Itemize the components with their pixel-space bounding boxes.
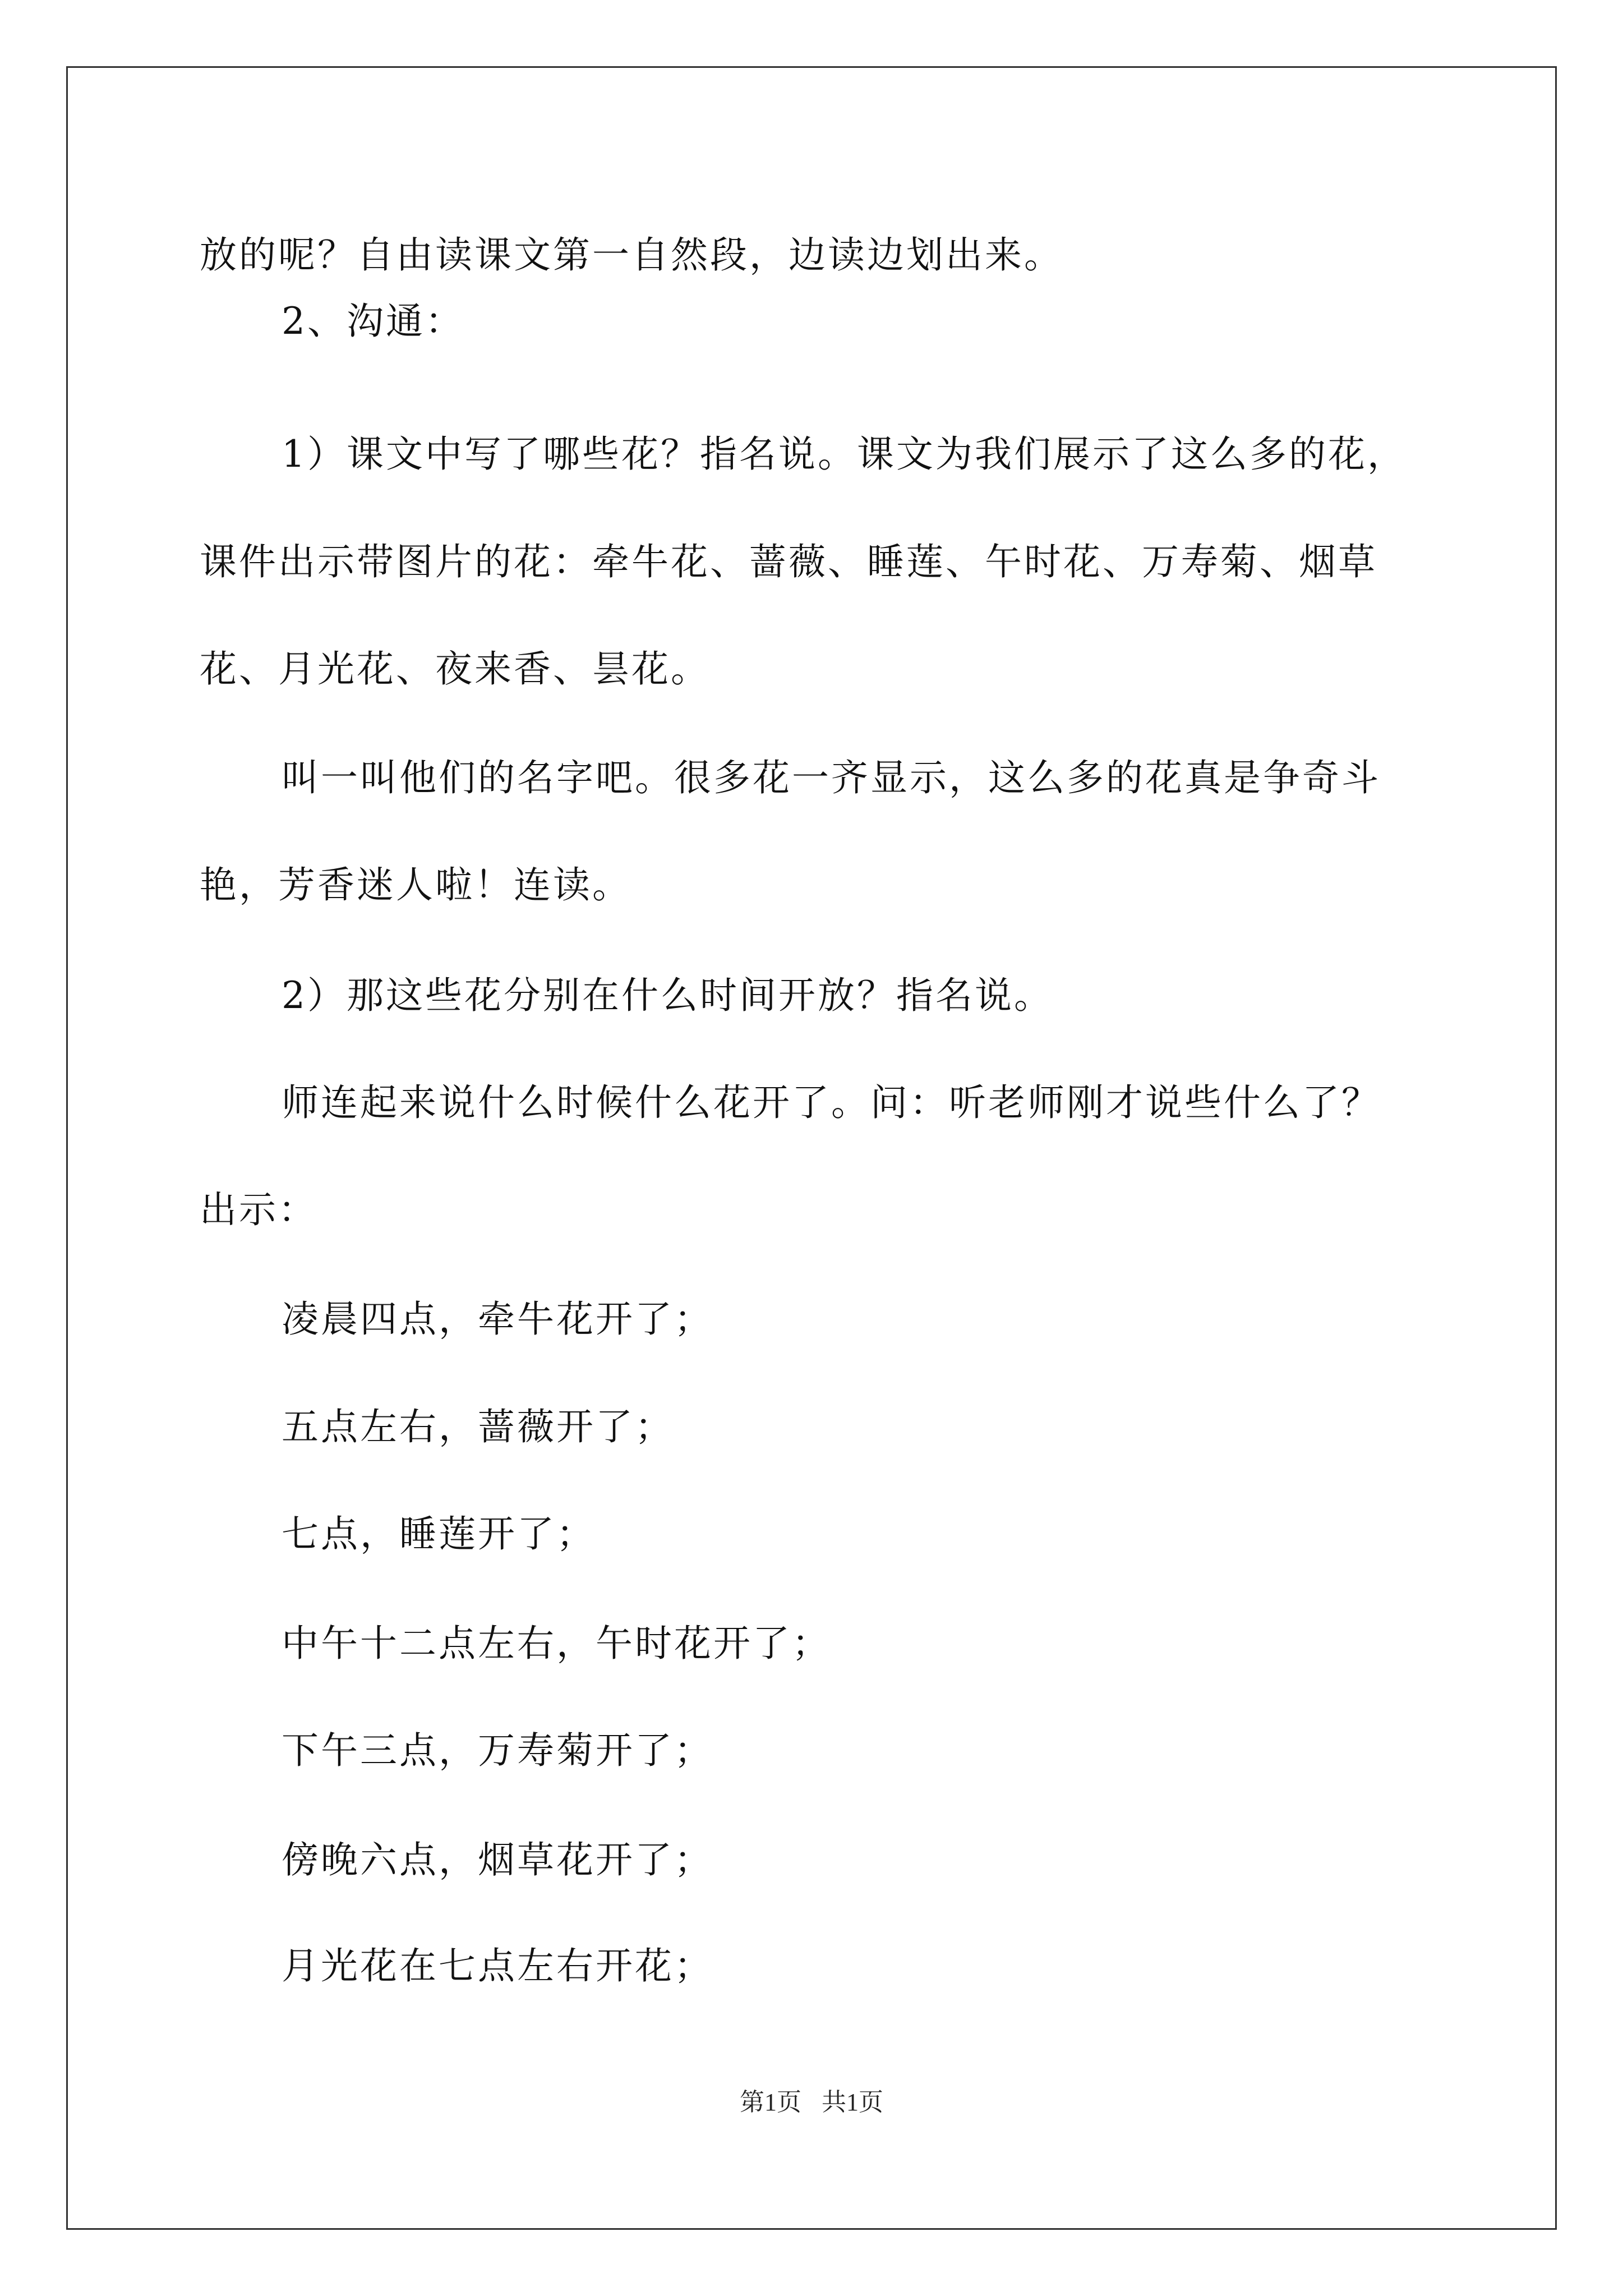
page-total: 共1页 bbox=[822, 2088, 883, 2116]
text-line-1: 放的呢？自由读课文第一自然段，边读边划出来。 bbox=[200, 233, 1063, 277]
page-border bbox=[66, 66, 1557, 2230]
page-number: 第1页 bbox=[740, 2088, 801, 2116]
text-line-5: 花、月光花、夜来香、昙花。 bbox=[200, 647, 710, 691]
text-line-2: 2、沟通： bbox=[282, 300, 464, 343]
text-line-6: 叫一叫他们的名字吧。很多花一齐显示，这么多的花真是争奇斗 bbox=[282, 756, 1381, 799]
text-line-14: 中午十二点左右，午时花开了； bbox=[282, 1622, 831, 1665]
text-line-9: 师连起来说什么时候什么花开了。问：听老师刚才说些什么了？ bbox=[282, 1081, 1381, 1124]
text-line-12: 五点左右，蔷薇开了； bbox=[282, 1405, 674, 1448]
text-line-15: 下午三点，万寿菊开了； bbox=[282, 1729, 713, 1772]
text-line-3: 1）课文中写了哪些花？指名说。课文为我们展示了这么多的花， bbox=[282, 432, 1407, 476]
text-line-7: 艳，芳香迷人啦！连读。 bbox=[200, 863, 631, 907]
text-line-10: 出示： bbox=[200, 1188, 317, 1231]
text-line-16: 傍晚六点，烟草花开了； bbox=[282, 1838, 713, 1881]
text-line-4: 课件出示带图片的花：牵牛花、蔷薇、睡莲、午时花、万寿菊、烟草 bbox=[200, 540, 1377, 583]
text-line-17: 月光花在七点左右开花； bbox=[282, 1944, 713, 1987]
text-line-8: 2）那这些花分别在什么时间开放？指名说。 bbox=[282, 974, 1053, 1017]
page-footer bbox=[0, 2087, 1623, 2118]
text-line-13: 七点，睡莲开了； bbox=[282, 1512, 596, 1556]
text-line-11: 凌晨四点，牵牛花开了； bbox=[282, 1297, 713, 1341]
